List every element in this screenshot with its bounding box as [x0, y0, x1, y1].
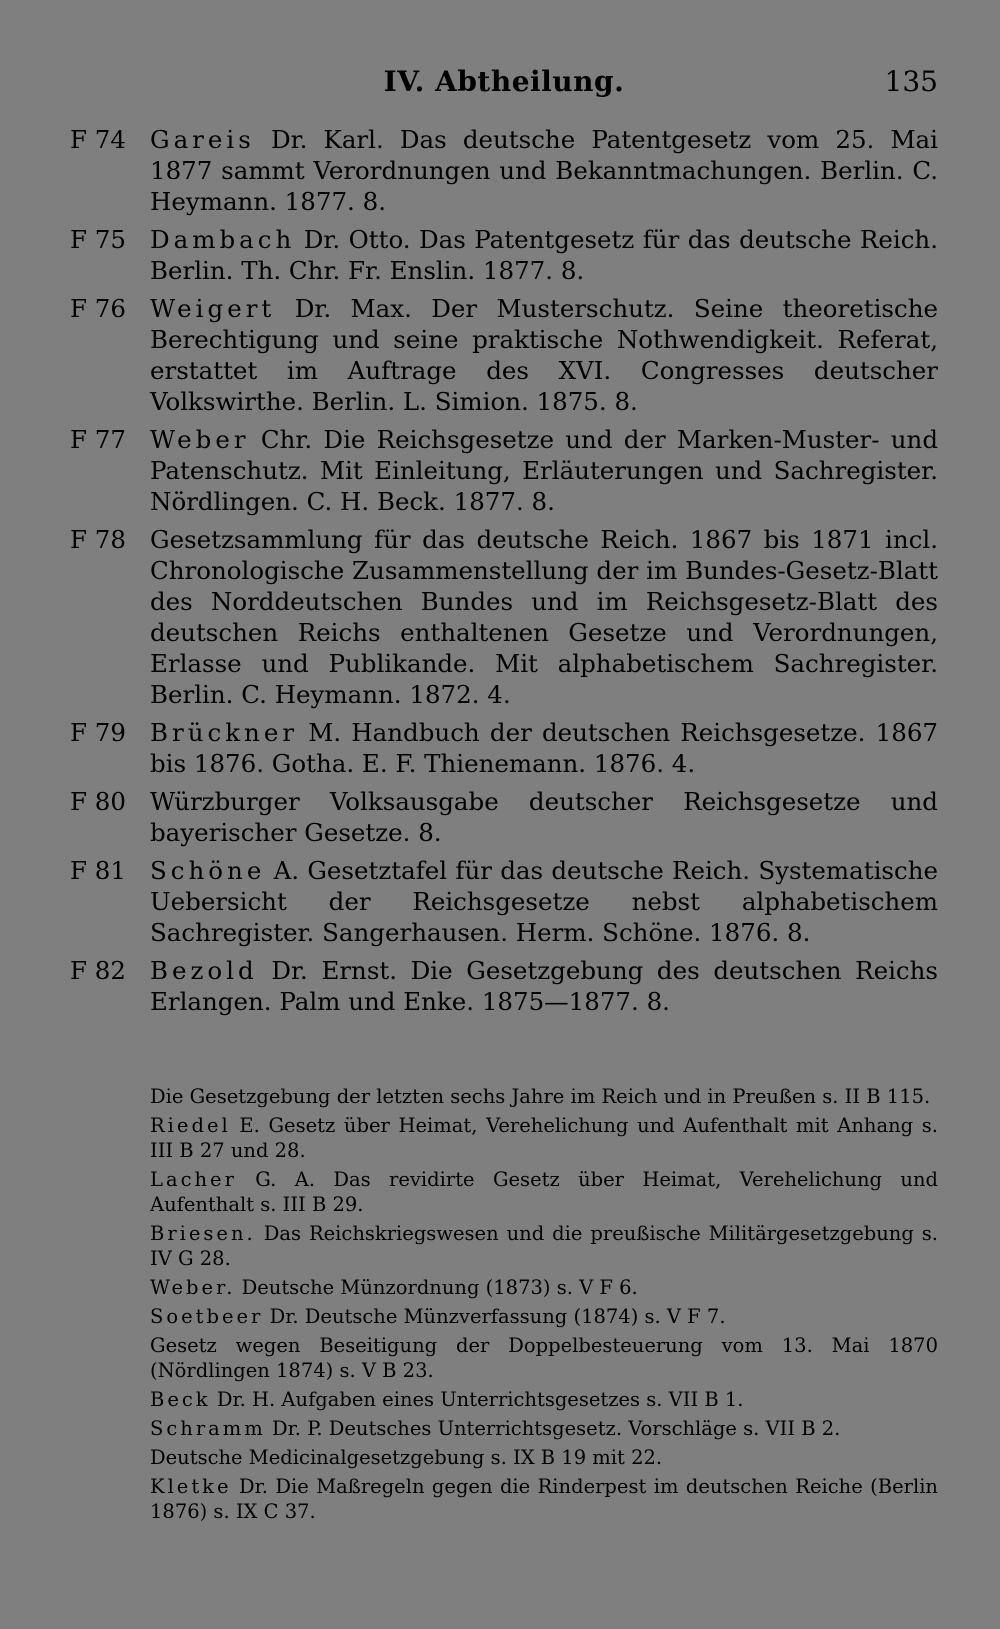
catalog-entries [70, 124, 938, 1024]
entry-body: Würzburger Volksausgabe deutscher Reichsgesetze und bayerischer Gesetze. 8. [150, 787, 938, 847]
entry-author: Bezold [150, 956, 258, 985]
entry-body: M. Handbuch der deutschen Reichsgesetze. 1867 bis 1876. Gotha. E. F. Thienemann. 1876. 4. [150, 718, 938, 778]
reference-author: Briesen. [150, 1222, 256, 1245]
entry-body: Dr. Otto. Das Patentgesetz für das deutsche Reich. Berlin. Th. Chr. Fr. Enslin. 1877. 8. [150, 225, 938, 285]
entry-id: F 79 [70, 718, 126, 747]
catalog-entry [70, 424, 938, 517]
entry-text [150, 124, 938, 217]
entry-author: Schöne [150, 856, 266, 885]
reference-author: Riedel [150, 1114, 231, 1137]
section-title: IV. Abtheilung. [383, 65, 625, 98]
entry-id: F 77 [70, 425, 126, 454]
reference-author: Schramm [150, 1417, 266, 1440]
reference-text: Deutsche Medicinalgesetzgebung s. IX B 19 mit 22. [150, 1446, 663, 1469]
reference-text: Dr. P. Deutsches Unterrichtsgesetz. Vorschläge s. VII B 2. [271, 1417, 841, 1440]
reference-text: G. A. Das revidirte Gesetz über Heimat, Verehelichung und Aufenthalt s. III B 29. [150, 1168, 938, 1216]
reference-text: Dr. Deutsche Münzverfassung (1874) s. V F 7. [269, 1305, 726, 1328]
reference-item [150, 1387, 938, 1412]
reference-text: Dr. H. Aufgaben eines Unterrichtsgesetzes s. VII B 1. [216, 1388, 744, 1411]
page-header [70, 60, 938, 104]
entry-id: F 80 [70, 787, 126, 816]
entry-author: Weigert [150, 294, 276, 323]
reference-item [150, 1084, 938, 1109]
reference-text: Das Reichskriegswesen und die preußische Militärgesetzgebung s. IV G 28. [150, 1222, 939, 1270]
entry-text [150, 717, 938, 779]
entry-body: Dr. Max. Der Musterschutz. Seine theoretische Berechtigung und seine praktische Nothwendigkeit. Referat, erstattet im Auftrage des XVI. Congresses deutscher Volkswirthe. Berlin. L. Simion. 1875. 8. [150, 294, 938, 416]
reference-author: Lacher [150, 1168, 237, 1191]
entry-author: Dambach [150, 225, 296, 254]
entry-id: F 81 [70, 856, 126, 885]
entry-id: F 82 [70, 956, 126, 985]
catalog-entry [70, 855, 938, 948]
reference-text: Gesetz wegen Beseitigung der Doppelbesteuerung vom 13. Mai 1870 (Nördlingen 1874) s. V B 23. [150, 1334, 938, 1382]
entry-id: F 78 [70, 525, 126, 554]
entry-text [150, 424, 938, 517]
reference-text: E. Gesetz über Heimat, Verehelichung und Aufenthalt mit Anhang s. III B 27 und 28. [150, 1114, 939, 1162]
catalog-entry [70, 224, 938, 286]
entry-author: Gareis [150, 125, 255, 154]
entry-text [150, 524, 938, 710]
catalog-entry [70, 717, 938, 779]
cross-references [150, 1084, 938, 1528]
reference-author: Soetbeer [150, 1305, 264, 1328]
reference-item [150, 1333, 938, 1383]
reference-text: Dr. Die Maßregeln gegen die Rinderpest im deutschen Reiche (Berlin 1876) s. IX C 37. [150, 1475, 938, 1523]
reference-item [150, 1445, 938, 1470]
entry-text [150, 786, 938, 848]
reference-item [150, 1221, 938, 1271]
catalog-entry [70, 524, 938, 710]
entry-id: F 74 [70, 125, 126, 154]
entry-body: Dr. Ernst. Die Gesetzgebung des deutschen Reichs Erlangen. Palm und Enke. 1875—1877. 8. [150, 956, 938, 1016]
reference-author: Weber. [150, 1276, 236, 1299]
entry-text [150, 955, 938, 1017]
reference-item [150, 1167, 938, 1217]
reference-author: Beck [150, 1388, 211, 1411]
reference-text: Die Gesetzgebung der letzten sechs Jahre im Reich und in Preußen s. II B 115. [150, 1085, 931, 1108]
entry-text [150, 293, 938, 417]
entry-text [150, 224, 938, 286]
catalog-entry [70, 786, 938, 848]
entry-body: A. Gesetztafel für das deutsche Reich. Systematische Uebersicht der Reichsgesetze nebst alphabetischem Sachregister. Sangerhausen. Herm. Schöne. 1876. 8. [150, 856, 938, 947]
reference-text: Deutsche Münzordnung (1873) s. V F 6. [241, 1276, 638, 1299]
reference-item [150, 1416, 938, 1441]
catalog-entry [70, 955, 938, 1017]
reference-item [150, 1474, 938, 1524]
reference-author: Kletke [150, 1475, 232, 1498]
reference-item [150, 1113, 938, 1163]
page-number: 135 [884, 65, 938, 98]
reference-item [150, 1275, 938, 1300]
entry-author: Brückner [150, 718, 299, 747]
catalog-entry [70, 293, 938, 417]
reference-item [150, 1304, 938, 1329]
entry-id: F 75 [70, 225, 126, 254]
entry-body: Gesetzsammlung für das deutsche Reich. 1867 bis 1871 incl. Chronologische Zusammenstellung der im Bundes-Gesetz-Blatt des Norddeutschen Bundes und im Reichsgesetz-Blatt des deutschen Reichs enthaltenen Gesetze und Verordnungen, Erlasse und Publikande. Mit alphabetischem Sachregister. Berlin. C. Heymann. 1872. 4. [150, 525, 938, 709]
entry-body: Dr. Karl. Das deutsche Patentgesetz vom 25. Mai 1877 sammt Verordnungen und Bekanntmachungen. Berlin. C. Heymann. 1877. 8. [150, 125, 938, 216]
entry-author: Weber [150, 425, 250, 454]
entry-body: Chr. Die Reichsgesetze und der Marken-Muster- und Patenschutz. Mit Einleitung, Erläuterungen und Sachregister. Nördlingen. C. H. Beck. 1877. 8. [150, 425, 938, 516]
catalog-entry [70, 124, 938, 217]
entry-id: F 76 [70, 294, 126, 323]
entry-text [150, 855, 938, 948]
